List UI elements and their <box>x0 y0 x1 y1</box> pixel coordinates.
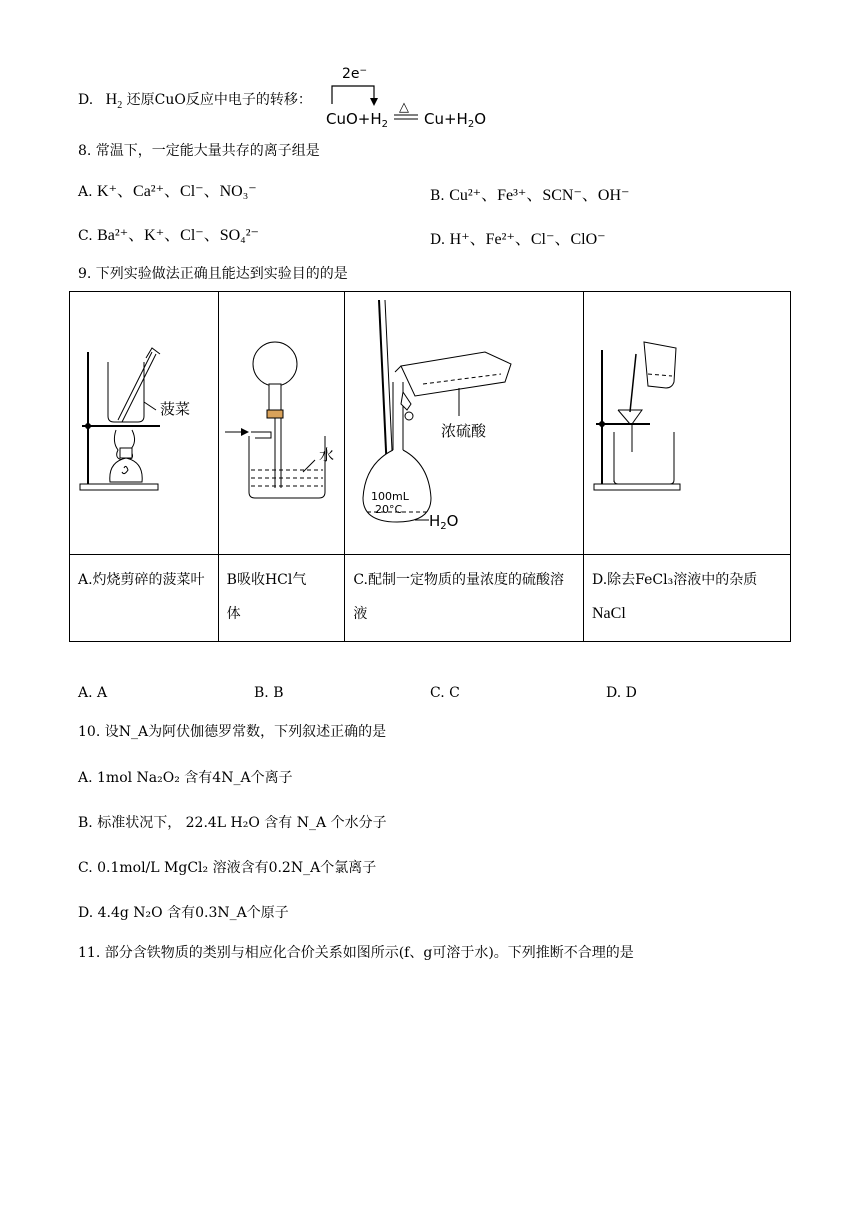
q9-answer-d: D. D <box>606 685 637 701</box>
q9-answer-a: A. A <box>78 685 108 701</box>
q8-stem: 8. 常温下，一定能大量共存的离子组是 <box>78 143 320 159</box>
water-label: 水 <box>318 446 334 464</box>
figure-b-cell <box>218 292 345 555</box>
q10-option-a: A. 1mol Na₂O₂ 含有4N_A个离子 <box>78 770 293 786</box>
flask-temp-label: 20°C <box>375 503 403 516</box>
q11-stem: 11. 部分含铁物质的类别与相应化合价关系如图所示(f、g可溶于水)。下列推断不合理的是 <box>78 945 634 961</box>
caption-a: A.灼烧剪碎的菠菜叶 <box>70 555 219 642</box>
acid-label: 浓硫酸 <box>441 422 487 440</box>
q9-answer-c: C. C <box>430 685 460 701</box>
filtration-apparatus <box>584 292 790 550</box>
figure-a-cell <box>70 292 219 555</box>
q8-option-a: A. K⁺、Ca²⁺、Cl⁻、NO₃⁻ <box>78 183 257 200</box>
electron-transfer-equation <box>322 64 502 128</box>
q10-stem: 10. 设N_A为阿伏伽德罗常数，下列叙述正确的是 <box>78 724 387 740</box>
q10-option-d: D. 4.4g N₂O 含有0.3N_A个原子 <box>78 905 289 921</box>
caption-b: B吸收HCl气 体 <box>218 555 345 642</box>
electron-count: 2e− <box>342 66 368 82</box>
q8-option-c: C. Ba²⁺、K⁺、Cl⁻、SO₄²⁻ <box>78 227 259 244</box>
caption-d: D.除去FeCl₃溶液中的杂质 NaCl <box>584 555 791 642</box>
equation-left: $CuO+H_2$ <box>326 110 389 128</box>
q10-option-c: C. 0.1mol/L MgCl₂ 溶液含有0.2N_A个氯离子 <box>78 860 377 876</box>
q8-option-b: B. Cu²⁺、Fe³⁺、SCN⁻、OH⁻ <box>430 187 630 204</box>
heat-symbol: △ <box>399 100 409 115</box>
hcl-absorption-apparatus <box>219 292 343 550</box>
h2-formula: $H_2$ <box>105 91 123 112</box>
burning-spinach-apparatus <box>70 292 216 550</box>
figure-c-cell <box>345 292 584 555</box>
solution-preparation-apparatus <box>345 292 581 550</box>
equation-right: $Cu+H_2O$ <box>424 110 487 128</box>
q9-answer-b: B. B <box>254 685 284 701</box>
flask-volume-label: 100mL <box>371 490 410 503</box>
q7-option-d: D. $H_2$ 还原CuO反应中电子的转移： <box>78 91 312 112</box>
q10-option-b: B. 标准状况下， 22.4L H₂O 含有 N_A 个水分子 <box>78 815 387 831</box>
caption-c: C.配制一定物质的量浓度的硫酸溶液 <box>345 555 584 642</box>
figure-d-cell <box>584 292 791 555</box>
q9-stem: 9. 下列实验做法正确且能达到实验目的的是 <box>78 266 348 282</box>
q8-option-d: D. H⁺、Fe²⁺、Cl⁻、ClO⁻ <box>430 231 606 248</box>
h2o-label: $H_2O$ <box>429 512 459 532</box>
experiment-table <box>69 291 791 642</box>
spinach-label: 菠菜 <box>160 400 191 418</box>
